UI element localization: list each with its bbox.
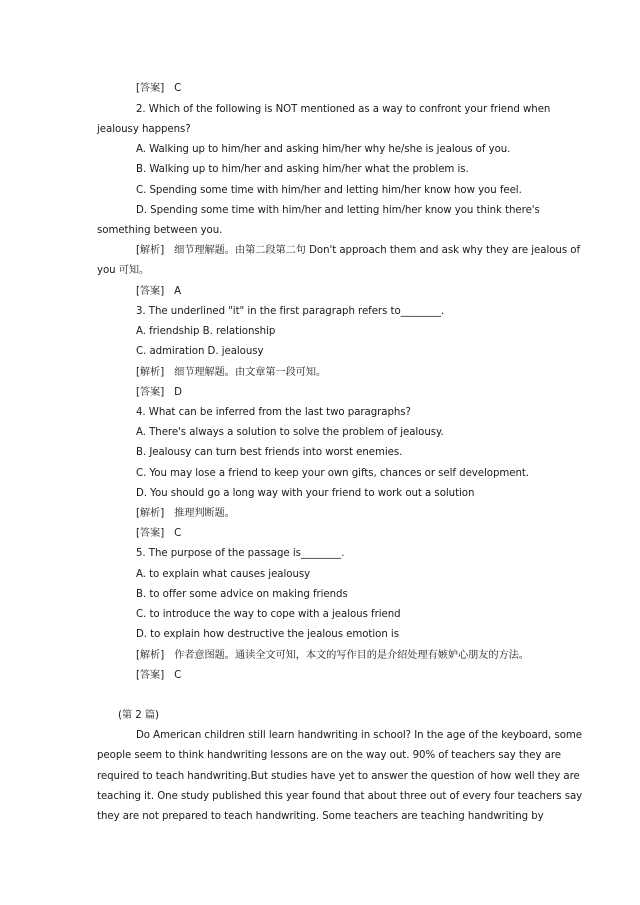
q3-options-ab: A. friendship B. relationship: [136, 326, 276, 337]
q5-option-a: A. to explain what causes jealousy: [136, 569, 311, 580]
analysis-tag: [解析]: [136, 367, 165, 378]
analysis-tag: [解析]: [136, 245, 165, 256]
q3-options-cd: C. admiration D. jealousy: [136, 346, 264, 357]
answer-value: C: [174, 83, 182, 94]
q2-option-d-continued: something between you.: [97, 225, 223, 236]
q4-analysis-line: [136, 507, 235, 521]
q3-analysis-line: [136, 366, 326, 380]
analysis-text: 推理判断题。: [174, 508, 235, 519]
analysis-tag: [解析]: [136, 650, 165, 661]
answer-value: C: [174, 670, 182, 681]
q4-option-b: B. Jealousy can turn best friends into worst enemies.: [136, 447, 403, 458]
q4-stem: 4. What can be inferred from the last two paragraphs?: [136, 407, 411, 418]
q5-analysis-line: [136, 649, 529, 663]
q5-answer-line: [136, 669, 181, 683]
answer-tag: [答案]: [136, 286, 165, 297]
q2-answer-line: [136, 285, 181, 299]
answer-value: A: [174, 286, 182, 297]
q2-analysis-continued: you 可知。: [97, 265, 150, 276]
passage-line: people seem to think handwriting lessons are on the way out. 90% of teachers say they are: [97, 750, 561, 761]
answer-tag: [答案]: [136, 528, 165, 539]
answer-value: C: [174, 528, 182, 539]
q4-option-c: C. You may lose a friend to keep your own gifts, chances or self development.: [136, 468, 529, 479]
answer-tag: [答案]: [136, 670, 165, 681]
analysis-tag: [解析]: [136, 508, 165, 519]
passage-line: required to teach handwriting.But studies have yet to answer the question of how well they are: [97, 771, 580, 782]
passage-line: they are not prepared to teach handwriting. Some teachers are teaching handwriting by: [97, 811, 544, 822]
passage-line: teaching it. One study published this year found that about three out of every four teachers say: [97, 791, 583, 802]
q2-option-d: D. Spending some time with him/her and letting him/her know you think there's: [136, 205, 540, 216]
q2-option-a: A. Walking up to him/her and asking him/her why he/she is jealous of you.: [136, 144, 511, 155]
q4-answer-line: [136, 527, 181, 541]
q5-stem: 5. The purpose of the passage is________.: [136, 548, 345, 559]
answer-tag: [答案]: [136, 387, 165, 398]
analysis-text: 细节理解题。由第二段第二句 Don't approach them and ask why they are jealous of: [174, 245, 580, 256]
q5-option-b: B. to offer some advice on making friends: [136, 589, 348, 600]
answer-value: D: [174, 387, 182, 398]
q3-stem: 3. The underlined "it" in the first paragraph refers to________.: [136, 306, 445, 317]
q2-stem: 2. Which of the following is NOT mentioned as a way to confront your friend when: [136, 104, 551, 115]
q5-option-c: C. to introduce the way to cope with a jealous friend: [136, 609, 401, 620]
analysis-text: 细节理解题。由文章第一段可知。: [174, 367, 327, 378]
q1-answer-line: [136, 82, 181, 96]
q2-analysis-line: [136, 244, 580, 258]
q2-stem-continued: jealousy happens?: [97, 124, 191, 135]
answer-tag: [答案]: [136, 83, 165, 94]
q2-option-c: C. Spending some time with him/her and letting him/her know how you feel.: [136, 185, 522, 196]
analysis-text: 作者意图题。通读全文可知，本文的写作目的是介绍处理有嫉妒心朋友的方法。: [174, 650, 529, 661]
passage-heading: (第 2 篇): [118, 710, 159, 721]
q5-option-d: D. to explain how destructive the jealous emotion is: [136, 629, 399, 640]
q4-option-a: A. There's always a solution to solve the problem of jealousy.: [136, 427, 444, 438]
q4-option-d: D. You should go a long way with your friend to work out a solution: [136, 488, 475, 499]
passage-line: Do American children still learn handwriting in school? In the age of the keyboard, some: [136, 730, 582, 741]
q2-option-b: B. Walking up to him/her and asking him/her what the problem is.: [136, 164, 469, 175]
q3-answer-line: [136, 386, 182, 400]
